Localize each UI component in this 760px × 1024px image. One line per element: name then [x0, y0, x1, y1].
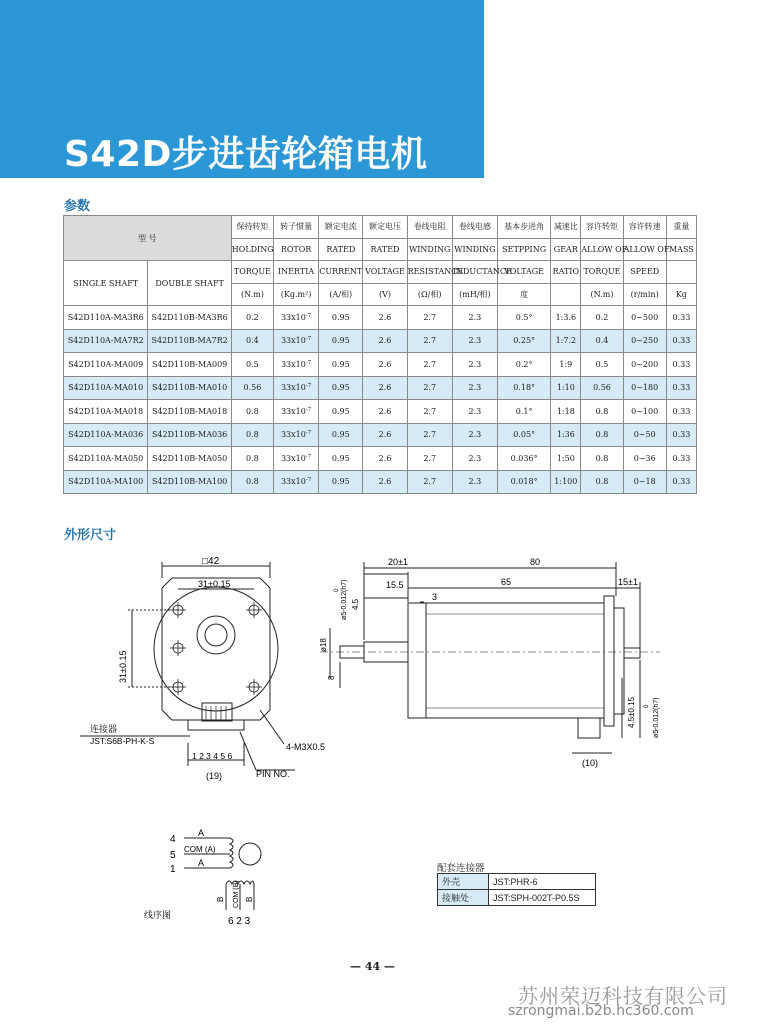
col-header-cn: 容许转速: [623, 216, 666, 239]
table-row: [64, 423, 697, 447]
len-gear: 20±1: [388, 557, 408, 567]
wire-pins-bottom: 6 2 3: [228, 916, 251, 927]
col-header-en2: VOLTAGE: [498, 261, 551, 284]
wire-a-top: A: [198, 828, 205, 838]
table-cell: 2.7: [407, 400, 452, 424]
col-header-cn: 额定电压: [363, 216, 407, 239]
len-motor: 65: [501, 577, 512, 587]
col-unit: (r/min): [623, 283, 666, 306]
table-cell: 2.3: [452, 306, 497, 330]
col-header-cn: 基本步进角: [498, 216, 551, 239]
table-cell: 0.8: [231, 447, 273, 471]
col-header-en: HOLDING: [231, 238, 273, 261]
table-cell: 0~200: [623, 353, 666, 377]
table-cell: $33x10^{-7}$: [273, 400, 318, 424]
table-cell: S42D110A-MA018: [64, 400, 148, 424]
table-cell: 1:3.6: [551, 306, 581, 330]
table-cell: S42D110B-MA009: [148, 353, 231, 377]
table-cell: 2.3: [452, 353, 497, 377]
col-header-cn: 减速比: [551, 216, 581, 239]
table-row: [64, 353, 697, 377]
col-header-cn: 卷线电阻: [407, 216, 452, 239]
table-cell: $33x10^{-7}$: [273, 423, 318, 447]
wire-pin-1: 1: [170, 864, 176, 875]
table-cell: 2.3: [452, 423, 497, 447]
mating-value: JST:PHR-6: [489, 874, 596, 890]
table-cell: 2.3: [452, 470, 497, 494]
d8-label: 8: [327, 675, 336, 680]
tol-zero-a: 0: [334, 588, 340, 592]
table-cell: 0.4: [581, 329, 623, 353]
table-cell: 1:9: [551, 353, 581, 377]
wire-com-a: COM (A): [184, 845, 216, 854]
mating-row: [438, 874, 596, 890]
table-cell: 0.18°: [498, 376, 551, 400]
wire-com-b: COM (B): [233, 880, 240, 908]
table-cell: S42D110A-MA3R6: [64, 306, 148, 330]
wire-b-right: B: [245, 896, 254, 902]
pin-numbers: 1 2 3 4 5 6: [192, 751, 233, 761]
header-row: [64, 261, 697, 284]
table-cell: $33x10^{-7}$: [273, 376, 318, 400]
table-cell: 1:18: [551, 400, 581, 424]
table-cell: 2.6: [363, 470, 407, 494]
table-cell: 2.7: [407, 423, 452, 447]
d45-label: 4.5: [351, 598, 360, 610]
col-unit: [551, 283, 581, 306]
table-cell: 0.95: [319, 423, 363, 447]
table-cell: S42D110B-MA3R6: [148, 306, 231, 330]
side-view-drawing: [300, 548, 680, 783]
table-cell: 0.05°: [498, 423, 551, 447]
table-cell: 0.2°: [498, 353, 551, 377]
table-cell: 0~250: [623, 329, 666, 353]
table-cell: 0.8: [231, 423, 273, 447]
col-header-en: ALLOW OF: [623, 238, 666, 261]
table-cell: 2.6: [363, 306, 407, 330]
col-unit: (N.m): [581, 283, 623, 306]
col-header-en2: TORQUE: [231, 261, 273, 284]
wire-b-left: B: [216, 896, 225, 902]
table-cell: 2.3: [452, 376, 497, 400]
table-cell: 0.018°: [498, 470, 551, 494]
table-cell: 0.33: [666, 400, 696, 424]
inertia-exponent: -7: [305, 477, 312, 484]
table-cell: 0.95: [319, 400, 363, 424]
table-cell: 0.33: [666, 306, 696, 330]
mating-caption: 配套连接器: [437, 863, 485, 874]
inertia-exponent: -7: [305, 383, 312, 390]
wiring-caption: 线序图: [144, 910, 172, 920]
single-shaft-header: SINGLE SHAFT: [64, 261, 148, 306]
table-cell: S42D110A-MA100: [64, 470, 148, 494]
col-header-en2: RATIO: [551, 261, 581, 284]
spec-table: [63, 215, 697, 494]
table-cell: 0.33: [666, 353, 696, 377]
website-watermark: szrongmai.b2b.hc360.com: [508, 1003, 694, 1019]
table-cell: $33x10^{-7}$: [273, 329, 318, 353]
d18-label: ø18: [319, 638, 328, 652]
table-cell: S42D110B-MA036: [148, 423, 231, 447]
table-cell: 1:100: [551, 470, 581, 494]
table-cell: 2.6: [363, 447, 407, 471]
table-cell: $33x10^{-7}$: [273, 306, 318, 330]
col-header-cn: 重量: [666, 216, 696, 239]
col-unit: (mH/相): [452, 283, 497, 306]
table-cell: S42D110A-MA036: [64, 423, 148, 447]
table-cell: 0.33: [666, 470, 696, 494]
col-header-en: WINDING: [452, 238, 497, 261]
col-header-en2: CURRENT: [319, 261, 363, 284]
col-header-cn: 转子惯量: [273, 216, 318, 239]
len-shaft: 15±1: [618, 577, 638, 587]
page-title: S42D步进齿轮箱电机: [64, 134, 428, 175]
col-header-cn: 保持转矩: [231, 216, 273, 239]
col-header-en: GEAR: [551, 238, 581, 261]
table-row: [64, 447, 697, 471]
table-cell: S42D110B-MA018: [148, 400, 231, 424]
page-number: — 44 —: [350, 960, 395, 973]
d10-label: (10): [582, 758, 599, 768]
table-cell: 0.33: [666, 447, 696, 471]
len-3: 3: [432, 592, 438, 602]
wiring-diagram: [140, 828, 290, 928]
table-cell: 0~180: [623, 376, 666, 400]
table-cell: 2.6: [363, 376, 407, 400]
table-cell: 0.8: [581, 423, 623, 447]
col-header-cn: 卷线电感: [452, 216, 497, 239]
col-header-en2: INDUCTANCE: [452, 261, 497, 284]
col-header-en: SETPPING: [498, 238, 551, 261]
params-heading: 参数: [64, 199, 91, 214]
table-row: [64, 470, 697, 494]
pin-no-label: PIN NO.: [256, 769, 290, 779]
table-cell: 2.7: [407, 376, 452, 400]
connector-label: 连接器: [90, 724, 118, 734]
col-unit: Kg: [666, 283, 696, 306]
inertia-exponent: -7: [305, 336, 312, 343]
col-header-en2: RESISTANCE: [407, 261, 452, 284]
mating-row: [438, 890, 596, 906]
col-unit: (N.m): [231, 283, 273, 306]
col-header-en2: INERTIA: [273, 261, 318, 284]
mating-table: [437, 873, 596, 906]
table-cell: 2.7: [407, 329, 452, 353]
table-cell: 0.95: [319, 306, 363, 330]
table-cell: 0.95: [319, 376, 363, 400]
table-cell: 1:36: [551, 423, 581, 447]
col-header-cn: 容许转矩: [581, 216, 623, 239]
pin-width: (19): [206, 771, 223, 781]
table-cell: S42D110B-MA7R2: [148, 329, 231, 353]
inertia-exponent: -7: [305, 453, 312, 460]
col-header-en: RATED: [319, 238, 363, 261]
table-row: [64, 306, 697, 330]
table-cell: 0~50: [623, 423, 666, 447]
table-cell: 2.7: [407, 470, 452, 494]
d45-015-label: 4.5±0.15: [627, 696, 636, 728]
table-cell: 0.8: [581, 400, 623, 424]
table-row: [64, 329, 697, 353]
col-header-en2: VOLTAGE: [363, 261, 407, 284]
col-header-en2: SPEED: [623, 261, 666, 284]
col-unit: (Ω/相): [407, 283, 452, 306]
col-header-en: WINDING: [407, 238, 452, 261]
bolt-span-label: 31±0.15: [198, 579, 231, 589]
inertia-exponent: -7: [305, 312, 312, 319]
table-cell: 2.6: [363, 400, 407, 424]
inertia-exponent: -7: [305, 430, 312, 437]
table-cell: 0~100: [623, 400, 666, 424]
table-cell: 0.8: [581, 447, 623, 471]
mating-key: 接触处: [438, 890, 489, 906]
table-cell: 0~36: [623, 447, 666, 471]
tol-zero-b: 0: [644, 704, 650, 708]
table-cell: 0.95: [319, 447, 363, 471]
table-cell: 0.33: [666, 423, 696, 447]
table-cell: 2.7: [407, 447, 452, 471]
table-cell: S42D110B-MA050: [148, 447, 231, 471]
table-cell: 0.95: [319, 329, 363, 353]
table-cell: 2.6: [363, 329, 407, 353]
table-cell: S42D110B-MA010: [148, 376, 231, 400]
col-unit: (V): [363, 283, 407, 306]
col-header-en2: [666, 261, 696, 284]
table-cell: S42D110A-MA010: [64, 376, 148, 400]
table-cell: S42D110A-MA009: [64, 353, 148, 377]
table-cell: 1:10: [551, 376, 581, 400]
shaft-dia-b-label: ø5-0.012(h7): [653, 697, 660, 738]
col-unit: (Kg.m²): [273, 283, 318, 306]
table-cell: 0.5: [231, 353, 273, 377]
table-cell: 0.33: [666, 329, 696, 353]
mating-key: 外壳: [438, 874, 489, 890]
col-header-cn: 额定电流: [319, 216, 363, 239]
table-cell: 0.8: [231, 400, 273, 424]
table-row: [64, 376, 697, 400]
table-cell: 1:7.2: [551, 329, 581, 353]
table-cell: S42D110A-MA050: [64, 447, 148, 471]
table-cell: 2.7: [407, 353, 452, 377]
table-cell: 0.8: [581, 470, 623, 494]
table-cell: 0.56: [231, 376, 273, 400]
table-cell: 0.4: [231, 329, 273, 353]
table-cell: $33x10^{-7}$: [273, 353, 318, 377]
inertia-exponent: -7: [305, 359, 312, 366]
col-unit: (A/相): [319, 283, 363, 306]
table-cell: 2.6: [363, 353, 407, 377]
shaft-dia-label: ø5-0.012(h7): [341, 579, 348, 620]
header-row: [64, 216, 697, 239]
table-cell: 0.5: [581, 353, 623, 377]
table-cell: 0.95: [319, 353, 363, 377]
len-total: 80: [530, 557, 541, 567]
wire-pin-4: 4: [170, 834, 176, 845]
table-cell: $33x10^{-7}$: [273, 447, 318, 471]
table-cell: 0.25°: [498, 329, 551, 353]
table-cell: 0.1°: [498, 400, 551, 424]
mating-value: JST:SPH-002T-P0.5S: [489, 890, 596, 906]
table-cell: 2.6: [363, 423, 407, 447]
wire-a-bar: A: [198, 858, 205, 868]
table-cell: S42D110A-MA7R2: [64, 329, 148, 353]
table-cell: 0.33: [666, 376, 696, 400]
table-cell: 0.036°: [498, 447, 551, 471]
inertia-exponent: -7: [305, 406, 312, 413]
wire-pin-5: 5: [170, 850, 176, 861]
table-cell: 0.56: [581, 376, 623, 400]
col-header-en2: TORQUE: [581, 261, 623, 284]
bolt-span-v-label: 31±0.15: [118, 650, 128, 683]
col-header-en: MASS: [666, 238, 696, 261]
col-header-en: ROTOR: [273, 238, 318, 261]
table-cell: 0.2: [231, 306, 273, 330]
table-cell: 2.7: [407, 306, 452, 330]
col-header-en: ALLOW OF: [581, 238, 623, 261]
table-cell: 0.2: [581, 306, 623, 330]
table-cell: 0.8: [231, 470, 273, 494]
dims-heading: 外形尺寸: [64, 528, 117, 543]
table-cell: 0.5°: [498, 306, 551, 330]
double-shaft-header: DOUBLE SHAFT: [148, 261, 231, 306]
table-cell: 2.3: [452, 447, 497, 471]
model-header: 型 号: [64, 216, 232, 261]
table-cell: 2.3: [452, 400, 497, 424]
screw-label: 4-M3X0.5: [286, 742, 326, 752]
table-cell: 0.95: [319, 470, 363, 494]
table-cell: 0~500: [623, 306, 666, 330]
table-cell: 1:50: [551, 447, 581, 471]
table-cell: 0~18: [623, 470, 666, 494]
col-unit: 度: [498, 283, 551, 306]
table-cell: S42D110B-MA100: [148, 470, 231, 494]
flange-label: □42: [202, 556, 220, 567]
table-cell: $33x10^{-7}$: [273, 470, 318, 494]
company-watermark: 苏州荣迈科技有限公司: [518, 984, 728, 1008]
table-row: [64, 400, 697, 424]
connector-model: JST:S6B-PH-K-S: [90, 736, 155, 746]
len-155: 15.5: [386, 580, 404, 590]
col-header-en: RATED: [363, 238, 407, 261]
table-cell: 2.3: [452, 329, 497, 353]
